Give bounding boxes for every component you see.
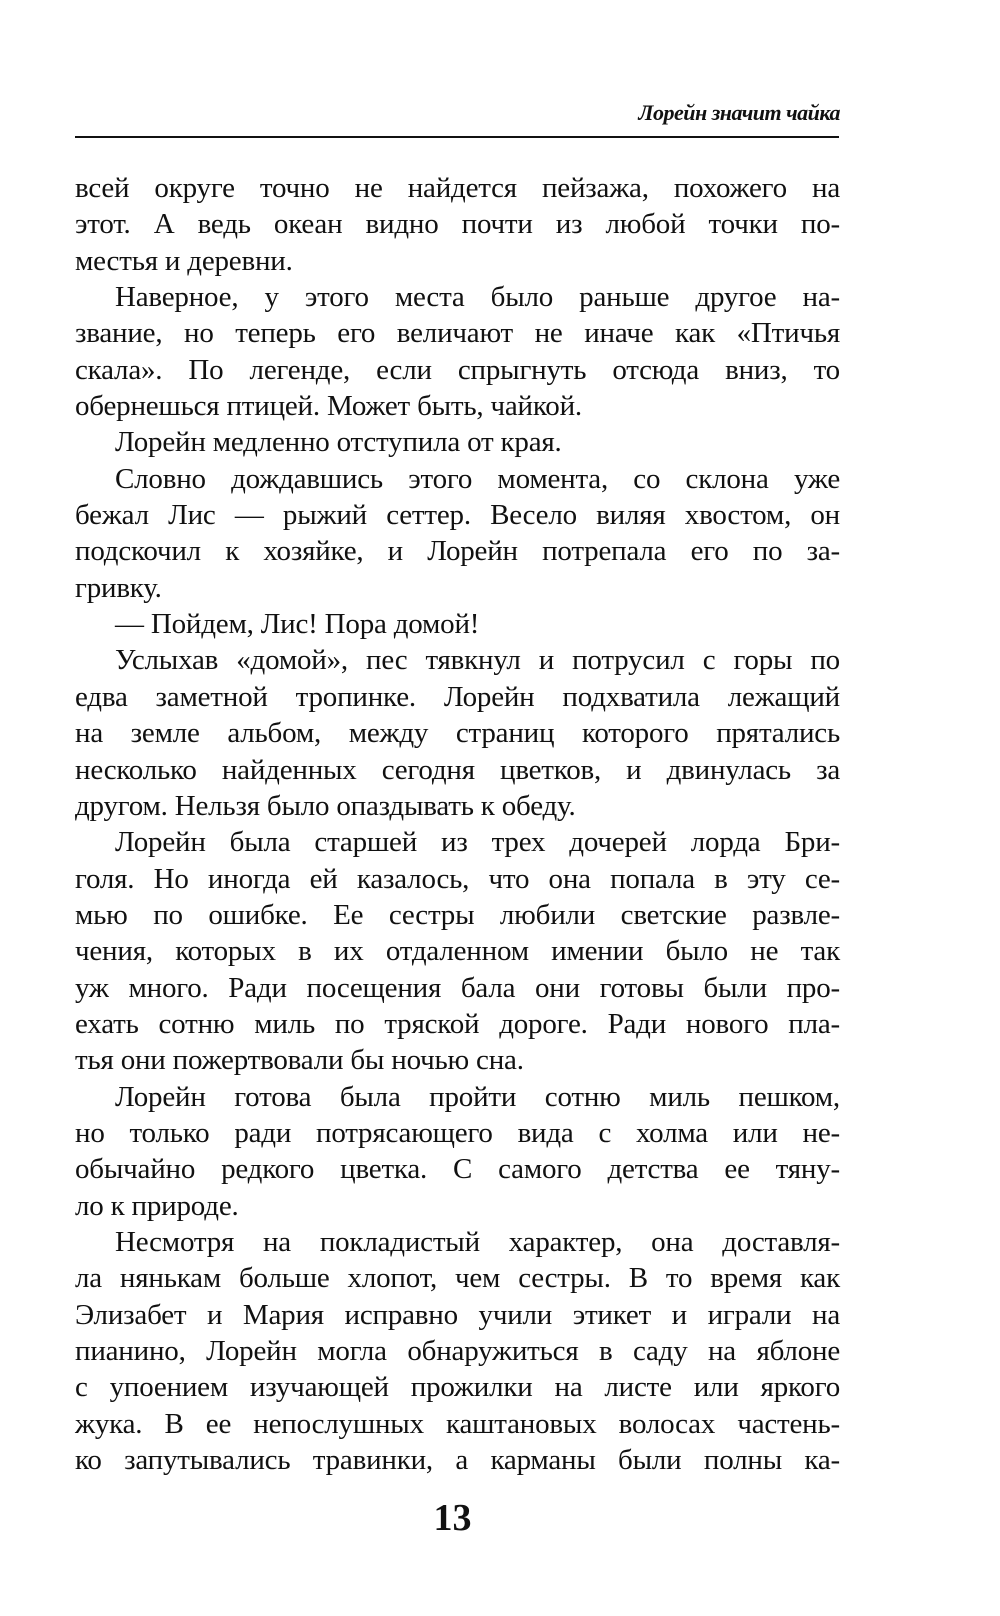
text-line: ло к природе. xyxy=(75,1189,239,1222)
text-line: голя. Но иногда ей казалось, что она попала в эту се- xyxy=(75,862,840,895)
paragraph xyxy=(75,279,840,424)
text-line: другом. Нельзя было опаздывать к обеду. xyxy=(75,789,576,822)
text-line: Элизабет и Мария исправно учили этикет и играли на xyxy=(75,1298,840,1331)
text-line: но только ради потрясающего вида с холма или не- xyxy=(75,1116,840,1149)
text-line: тья они пожертвовали бы ночью сна. xyxy=(75,1044,524,1077)
text-line: Несмотря на покладистый характер, она доставля- xyxy=(115,1225,840,1258)
text-line: Лорейн готова была пройти сотню миль пешком, xyxy=(115,1080,840,1113)
text-line: этот. А ведь океан видно почти из любой точки по- xyxy=(75,208,840,241)
text-line: едва заметной тропинке. Лорейн подхватила лежащий xyxy=(75,680,840,713)
text-line: Словно дождавшись этого момента, со склона уже xyxy=(115,462,840,495)
text-line: мью по ошибке. Ее сестры любили светские развле- xyxy=(75,898,840,931)
header-rule xyxy=(75,136,839,138)
paragraph xyxy=(75,170,840,279)
running-head: Лорейн значит чайка xyxy=(638,100,840,125)
paragraph xyxy=(75,461,840,606)
text-line: местья и деревни. xyxy=(75,244,293,277)
text-line: Услыхав «домой», пес тявкнул и потрусил с горы по xyxy=(115,644,840,677)
text-line: несколько найденных сегодня цветков, и двинулась за xyxy=(75,753,840,786)
page-number: 13 xyxy=(433,1497,472,1539)
paragraph xyxy=(75,424,840,460)
text-line: подскочил к хозяйке, и Лорейн потрепала его по за- xyxy=(75,535,840,568)
text-line: ехать сотню миль по тряской дороге. Ради нового пла- xyxy=(75,1007,840,1040)
text-line: всей округе точно не найдется пейзажа, похожего на xyxy=(75,172,840,204)
text-line: Лорейн была старшей из трех дочерей лорда Бри- xyxy=(115,826,840,859)
text-line: с упоением изучающей прожилки на листе или яркого xyxy=(75,1371,840,1404)
paragraph xyxy=(75,642,840,824)
text-line: бежал Лис — рыжий сеттер. Весело виляя хвостом, он xyxy=(75,499,840,532)
text-line: жука. В ее непослушных каштановых волосах частень- xyxy=(75,1407,840,1440)
paragraph xyxy=(75,1079,840,1224)
text-line: обычайно редкого цветка. С самого детства ее тяну- xyxy=(75,1153,840,1186)
text-line: на земле альбом, между страниц которого прятались xyxy=(75,717,840,750)
text-line: ко запутывались травинки, а карманы были полны ка- xyxy=(75,1444,840,1477)
text-line: ла нянькам больше хлопот, чем сестры. В то время как xyxy=(75,1262,840,1295)
text-line: скала». По легенде, если спрыгнуть отсюда вниз, то xyxy=(75,353,840,386)
text-line: чения, которых в их отдаленном имении было не так xyxy=(75,935,840,968)
text-line: звание, но теперь его величают не иначе как «Птичья xyxy=(75,317,840,350)
text-line: пианино, Лорейн могла обнаружиться в саду на яблоне xyxy=(75,1335,840,1367)
paragraph xyxy=(75,824,840,1078)
text-line: уж много. Ради посещения бала они готовы были про- xyxy=(75,971,840,1004)
text-line: гривку. xyxy=(75,571,162,604)
text-line: — Пойдем, Лис! Пора домой! xyxy=(115,608,480,641)
text-line: обернешься птицей. Может быть, чайкой. xyxy=(75,390,582,423)
text-line: Лорейн медленно отступила от края. xyxy=(115,426,562,459)
text-line: Наверное, у этого места было раньше другое на- xyxy=(115,281,840,314)
body-text xyxy=(75,170,840,1478)
paragraph xyxy=(75,606,840,642)
paragraph xyxy=(75,1224,840,1478)
